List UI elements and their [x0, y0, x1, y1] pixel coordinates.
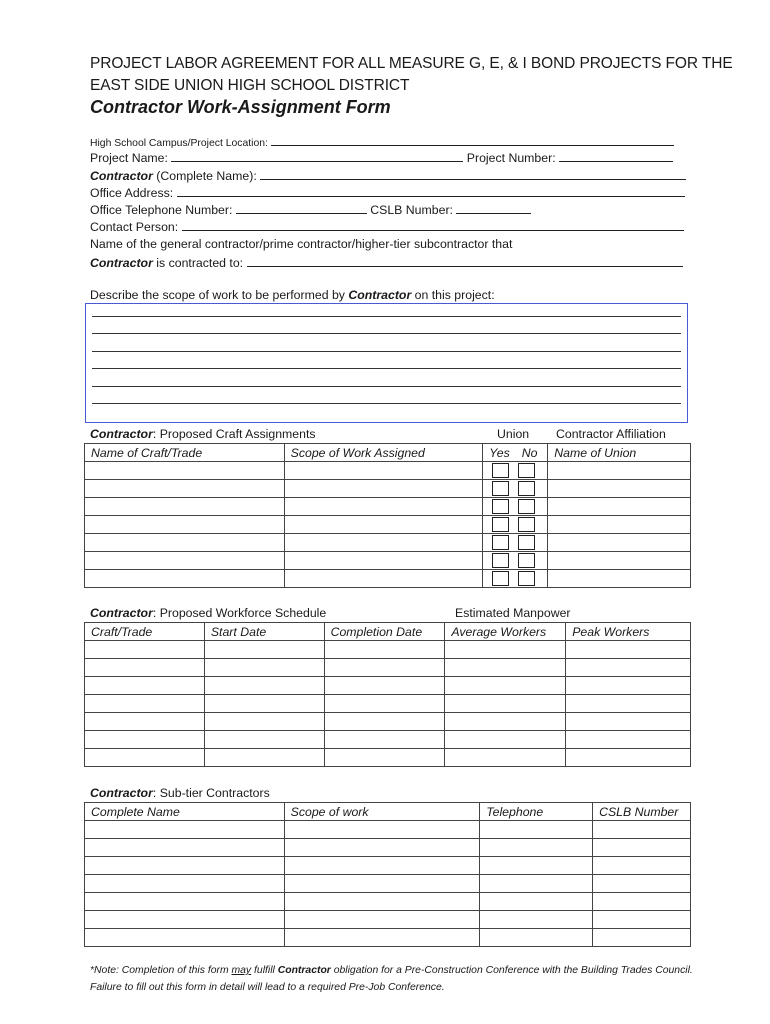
cell[interactable]: [548, 498, 691, 516]
cell[interactable]: [85, 893, 285, 911]
yes-checkbox[interactable]: [492, 535, 509, 550]
cell[interactable]: [566, 677, 691, 695]
cell[interactable]: [593, 857, 691, 875]
scope-line: [92, 368, 681, 369]
table-row: [85, 713, 691, 731]
scope-textarea[interactable]: [85, 303, 688, 423]
office-phone-input-line[interactable]: [236, 202, 367, 214]
yes-checkbox[interactable]: [492, 517, 509, 532]
project-number-input-line[interactable]: [559, 150, 673, 162]
cell[interactable]: [324, 659, 445, 677]
note-part2: fulfill: [254, 965, 275, 976]
campus-field: [90, 134, 674, 149]
cell[interactable]: [480, 875, 593, 893]
no-checkbox[interactable]: [518, 499, 535, 514]
footer-note: [90, 962, 710, 996]
table-row: [85, 749, 691, 767]
craft-contractor: Contractor: [90, 427, 153, 441]
cell[interactable]: [480, 821, 593, 839]
campus-input-line[interactable]: [271, 134, 674, 146]
cell[interactable]: [324, 713, 445, 731]
cell[interactable]: [566, 713, 691, 731]
table-row: [85, 480, 691, 498]
project-number-label: Project Number:: [466, 151, 556, 165]
cell[interactable]: [548, 516, 691, 534]
complete-name-label: (Complete Name):: [156, 169, 257, 183]
cell[interactable]: [85, 570, 285, 588]
cell[interactable]: [85, 929, 285, 947]
cell[interactable]: [284, 552, 483, 570]
scope-line: [92, 403, 681, 404]
cell[interactable]: [445, 731, 566, 749]
cell[interactable]: [480, 929, 593, 947]
cell[interactable]: [324, 749, 445, 767]
craft-header-row: [85, 444, 691, 462]
cell[interactable]: [324, 677, 445, 695]
contact-person-input-line[interactable]: [182, 219, 684, 231]
subtier-title: : Sub-tier Contractors: [152, 786, 270, 800]
cell[interactable]: [480, 911, 593, 929]
cell[interactable]: [85, 875, 285, 893]
subtier-header-scope: Scope of work: [284, 803, 480, 821]
cell[interactable]: [284, 516, 483, 534]
table-row: [85, 677, 691, 695]
cell[interactable]: [85, 677, 205, 695]
header-line-2: EAST SIDE UNION HIGH SCHOOL DISTRICT: [90, 77, 410, 94]
workforce-header-average: Average Workers: [445, 623, 566, 641]
workforce-table: [84, 622, 691, 767]
cell[interactable]: [204, 695, 324, 713]
note-part3: obligation for a Pre-Construction Conference with the Building Trades Council. Failure to fill out this form in detail will lead to a required Pre-Job Conference.: [90, 965, 693, 993]
cell[interactable]: [204, 659, 324, 677]
cell[interactable]: [593, 911, 691, 929]
cell[interactable]: [548, 552, 691, 570]
subtier-header-cslb: CSLB Number: [593, 803, 691, 821]
cell[interactable]: [204, 731, 324, 749]
cell[interactable]: [85, 695, 205, 713]
office-phone-label: Office Telephone Number:: [90, 203, 233, 217]
craft-header-name: Name of Craft/Trade: [85, 444, 285, 462]
office-address-label: Office Address:: [90, 186, 174, 200]
cell[interactable]: [85, 462, 285, 480]
workforce-title: : Proposed Workforce Schedule: [152, 606, 327, 620]
cell[interactable]: [593, 893, 691, 911]
subtier-header-row: [85, 803, 691, 821]
table-row: [85, 498, 691, 516]
affiliation-label: Contractor Affiliation: [556, 427, 666, 441]
contracted-to-label: is contracted to:: [156, 256, 244, 270]
subtier-table: [84, 802, 691, 947]
cell[interactable]: [480, 857, 593, 875]
no-checkbox[interactable]: [518, 481, 535, 496]
scope-line: [92, 316, 681, 317]
cell[interactable]: [324, 731, 445, 749]
cell[interactable]: [445, 749, 566, 767]
table-row: [85, 570, 691, 588]
table-row: [85, 821, 691, 839]
cell[interactable]: [284, 821, 480, 839]
contractor-label-2: Contractor: [90, 256, 153, 270]
cell[interactable]: [85, 839, 285, 857]
table-row: [85, 462, 691, 480]
cell[interactable]: [284, 893, 480, 911]
manpower-label: Estimated Manpower: [455, 606, 571, 620]
scope-line: [92, 333, 681, 334]
cell[interactable]: [284, 462, 483, 480]
contractor-name-input-line[interactable]: [260, 168, 686, 180]
cslb-label: CSLB Number:: [370, 203, 453, 217]
craft-section-title: [90, 427, 316, 441]
no-checkbox[interactable]: [518, 535, 535, 550]
yes-checkbox[interactable]: [492, 499, 509, 514]
scope-prefix: Describe the scope of work to be performed by: [90, 288, 345, 302]
workforce-header-completion: Completion Date: [324, 623, 445, 641]
cell[interactable]: [284, 498, 483, 516]
cell[interactable]: [85, 749, 205, 767]
contracted-to-input-line[interactable]: [247, 255, 683, 267]
no-checkbox[interactable]: [518, 517, 535, 532]
craft-header-no: No: [516, 444, 548, 462]
workforce-contractor: Contractor: [90, 606, 153, 620]
subtier-header-name: Complete Name: [85, 803, 285, 821]
general-contractor-line: Name of the general contractor/prime contractor/higher-tier subcontractor that: [90, 237, 513, 251]
cell[interactable]: [566, 695, 691, 713]
workforce-header-row: [85, 623, 691, 641]
cell[interactable]: [593, 875, 691, 893]
cell[interactable]: [284, 929, 480, 947]
project-name-field: [90, 150, 673, 165]
table-row: [85, 534, 691, 552]
note-contractor: Contractor: [277, 965, 331, 976]
cell[interactable]: [480, 839, 593, 857]
cell[interactable]: [284, 839, 480, 857]
cell[interactable]: [566, 731, 691, 749]
cell[interactable]: [85, 659, 205, 677]
table-row: [85, 659, 691, 677]
office-address-field: [90, 185, 685, 200]
cell[interactable]: [480, 893, 593, 911]
scope-line: [92, 386, 681, 387]
cell[interactable]: [548, 534, 691, 552]
table-row: [85, 857, 691, 875]
union-label: Union: [497, 427, 530, 441]
office-phone-field: [90, 202, 531, 217]
cell[interactable]: [284, 534, 483, 552]
cell[interactable]: [445, 677, 566, 695]
cell[interactable]: [324, 695, 445, 713]
table-row: [85, 552, 691, 570]
table-row: [85, 695, 691, 713]
yes-checkbox[interactable]: [492, 481, 509, 496]
cell[interactable]: [284, 480, 483, 498]
cell[interactable]: [284, 857, 480, 875]
craft-title: : Proposed Craft Assignments: [152, 427, 316, 441]
note-part1: *Note: Completion of this form: [90, 965, 229, 976]
scope-contractor: Contractor: [348, 288, 412, 302]
cell[interactable]: [85, 498, 285, 516]
cell[interactable]: [85, 552, 285, 570]
no-checkbox[interactable]: [518, 571, 535, 586]
cell[interactable]: [284, 911, 480, 929]
cell[interactable]: [284, 875, 480, 893]
scope-line: [92, 351, 681, 352]
table-row: [85, 875, 691, 893]
yes-checkbox[interactable]: [492, 463, 509, 478]
workforce-header-peak: Peak Workers: [566, 623, 691, 641]
cell[interactable]: [204, 641, 324, 659]
subtier-contractor: Contractor: [90, 786, 153, 800]
cell[interactable]: [85, 480, 285, 498]
yes-checkbox[interactable]: [492, 571, 509, 586]
craft-header-yes: Yes: [483, 444, 516, 462]
project-name-input-line[interactable]: [171, 150, 463, 162]
cell[interactable]: [566, 659, 691, 677]
table-row: [85, 731, 691, 749]
cell[interactable]: [85, 821, 285, 839]
cell[interactable]: [204, 749, 324, 767]
project-name-label: Project Name:: [90, 151, 168, 165]
table-row: [85, 641, 691, 659]
cell[interactable]: [324, 641, 445, 659]
cell[interactable]: [548, 480, 691, 498]
office-address-input-line[interactable]: [177, 185, 685, 197]
cell[interactable]: [284, 570, 483, 588]
scope-prompt: [90, 288, 495, 302]
cell[interactable]: [204, 677, 324, 695]
table-row: [85, 929, 691, 947]
table-row: [85, 911, 691, 929]
table-row: [85, 839, 691, 857]
contact-person-label: Contact Person:: [90, 220, 179, 234]
cell[interactable]: [85, 713, 205, 731]
contact-person-field: [90, 219, 684, 234]
cell[interactable]: [445, 659, 566, 677]
cell[interactable]: [548, 462, 691, 480]
workforce-header-start: Start Date: [204, 623, 324, 641]
note-may: may: [231, 965, 252, 976]
form-title: Contractor Work-Assignment Form: [90, 97, 391, 117]
no-checkbox[interactable]: [518, 463, 535, 478]
cell[interactable]: [445, 641, 566, 659]
cell[interactable]: [85, 911, 285, 929]
workforce-section-title: [90, 606, 326, 620]
contractor-name-field: [90, 168, 686, 183]
cell[interactable]: [593, 839, 691, 857]
cell[interactable]: [548, 570, 691, 588]
header-line-1: PROJECT LABOR AGREEMENT FOR ALL MEASURE G, E, & I BOND PROJECTS FOR THE: [90, 55, 733, 72]
cell[interactable]: [204, 713, 324, 731]
cell[interactable]: [85, 534, 285, 552]
cell[interactable]: [445, 713, 566, 731]
contractor-label: Contractor: [90, 169, 153, 183]
cell[interactable]: [85, 731, 205, 749]
campus-label: High School Campus/Project Location:: [90, 138, 268, 149]
yes-checkbox[interactable]: [492, 553, 509, 568]
craft-table: [84, 443, 691, 588]
cell[interactable]: [593, 929, 691, 947]
table-row: [85, 893, 691, 911]
table-row: [85, 516, 691, 534]
no-checkbox[interactable]: [518, 553, 535, 568]
cell[interactable]: [593, 821, 691, 839]
cell[interactable]: [85, 641, 205, 659]
scope-suffix: on this project:: [414, 288, 495, 302]
cell[interactable]: [85, 857, 285, 875]
cell[interactable]: [445, 695, 566, 713]
craft-header-scope: Scope of Work Assigned: [284, 444, 483, 462]
craft-header-union: Name of Union: [548, 444, 691, 462]
cell[interactable]: [85, 516, 285, 534]
subtier-section-title: [90, 786, 270, 800]
subtier-header-telephone: Telephone: [480, 803, 593, 821]
cell[interactable]: [566, 641, 691, 659]
contracted-to-field: [90, 255, 683, 270]
cslb-input-line[interactable]: [456, 202, 531, 214]
workforce-header-craft: Craft/Trade: [85, 623, 205, 641]
cell[interactable]: [566, 749, 691, 767]
